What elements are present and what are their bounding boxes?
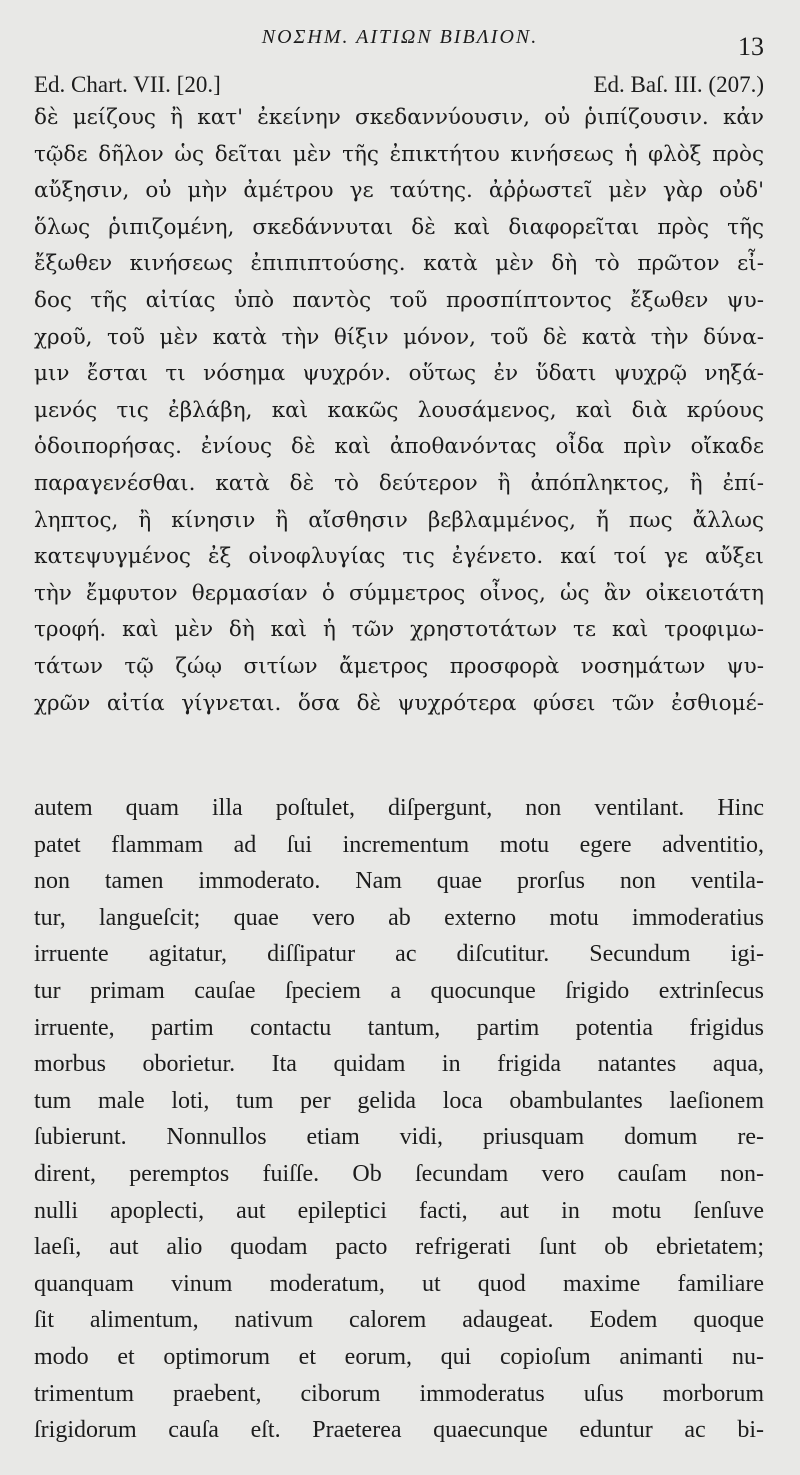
- greek-line: ὅλως ῥιπιζομένη, σκεδάννυται δὲ καὶ διαφορεῖται πρὸς τῆς: [34, 214, 764, 240]
- greek-line: κατεψυγμένος ἐξ οἰνοφλυγίας τις ἐγένετο. καί τοί γε αὔξει: [34, 544, 764, 570]
- latin-line: tur primam cauſae ſpeciem a quocunque ſrigido extrinſecus: [34, 977, 764, 1004]
- latin-line: ſubierunt. Nonnullos etiam vidi, priusquam domum re-: [34, 1124, 764, 1151]
- greek-line: τὴν ἔμφυτον θερμασίαν ὁ σύμμετρος οἶνος, ὡς ἂν οἰκειοτάτη: [34, 580, 764, 606]
- greek-line: μιν ἔσται τι νόσημα ψυχρόν. οὕτως ἐν ὕδατι ψυχρῷ νηξά-: [34, 361, 764, 387]
- latin-line: irruente, partim contactu tantum, partim potentia frigidus: [34, 1014, 764, 1041]
- latin-line: morbus oborietur. Ita quidam in frigida natantes aqua,: [34, 1051, 764, 1078]
- latin-line: quanquam vinum moderatum, ut quod maxime familiare: [34, 1270, 764, 1297]
- latin-line: dirent, peremptos fuiſſe. Ob ſecundam vero cauſam non-: [34, 1160, 764, 1187]
- latin-line: non tamen immoderato. Nam quae prorſus non ventila-: [34, 868, 764, 895]
- edition-right: Ed. Baſ. III. (207.): [593, 72, 764, 97]
- edition-line: [34, 72, 764, 102]
- greek-text-block: [34, 100, 764, 722]
- greek-line: ὁδοιπορήσας. ἐνίους δὲ καὶ ἀποθανόντας οἶδα πρὶν οἴκαδε: [34, 434, 764, 460]
- greek-line: δος τῆς αἰτίας ὑπὸ παντὸς τοῦ προσπίπτοντος ἔξωθεν ψυ-: [34, 287, 764, 313]
- greek-line: τῷδε δῆλον ὡς δεῖται μὲν τῆς ἐπικτήτου κινήσεως ἡ φλὸξ πρὸς: [34, 141, 764, 167]
- greek-line: χρῶν αἰτία γίγνεται. ὅσα δὲ ψυχρότερα φύσει τῶν ἐσθιομέ-: [34, 690, 764, 716]
- latin-line: trimentum praebent, ciborum immoderatus uſus morborum: [34, 1380, 764, 1407]
- latin-line: irruente agitatur, diſſipatur ac diſcutitur. Secundum igi-: [34, 941, 764, 968]
- latin-line: tur, langueſcit; quae vero ab externo motu immoderatius: [34, 904, 764, 931]
- greek-line: παραγενέσθαι. κατὰ δὲ τὸ δεύτερον ἢ ἀπόπληκτος, ἢ ἐπί-: [34, 470, 764, 496]
- latin-line: ſrigidorum cauſa eſt. Praeterea quaecunque eduntur ac bi-: [34, 1417, 764, 1444]
- latin-line: tum male loti, tum per gelida loca obambulantes laeſionem: [34, 1087, 764, 1114]
- greek-line: τροφή. καὶ μὲν δὴ καὶ ἡ τῶν χρηστοτάτων τε καὶ τροφιμω-: [34, 617, 764, 643]
- latin-line: laeſi, aut alio quodam pacto refrigerati ſunt ob ebrietatem;: [34, 1234, 764, 1261]
- greek-line: ληπτος, ἢ κίνησιν ἢ αἴσθησιν βεβλαμμένος, ἤ πως ἄλλως: [34, 507, 764, 533]
- running-head: ΝΟΣΗΜ. ΑΙΤΙΩΝ ΒΙΒΛΙΟΝ.: [261, 26, 539, 48]
- latin-text-block: [34, 790, 764, 1449]
- greek-line: αὔξησιν, οὐ μὴν ἀμέτρου γε ταύτης. ἀῤῥωστεῖ μὲν γὰρ οὐδ': [34, 178, 764, 204]
- latin-line: ſit alimentum, nativum calorem adaugeat. Eodem quoque: [34, 1307, 764, 1334]
- page-number: 13: [738, 32, 764, 61]
- greek-line: χροῦ, τοῦ μὲν κατὰ τὴν θίξιν μόνον, τοῦ δὲ κατὰ τὴν δύνα-: [34, 324, 764, 350]
- latin-line: patet flammam ad ſui incrementum motu egere adventitio,: [34, 831, 764, 858]
- latin-line: nulli apoplecti, aut epileptici facti, aut in motu ſenſuve: [34, 1197, 764, 1224]
- edition-left: Ed. Chart. VII. [20.]: [34, 72, 221, 97]
- greek-line: ἔξωθεν κινήσεως ἐπιπιπτούσης. κατὰ μὲν δὴ τὸ πρῶτον εἶ-: [34, 251, 764, 277]
- greek-line: μενός τις ἐβλάβη, καὶ κακῶς λουσάμενος, καὶ διὰ κρύους: [34, 397, 764, 423]
- latin-line: autem quam illa poſtulet, diſpergunt, non ventilant. Hinc: [34, 795, 764, 821]
- latin-line: modo et optimorum et eorum, qui copioſum animanti nu-: [34, 1343, 764, 1370]
- greek-line: τάτων τῷ ζώῳ σιτίων ἄμετρος προσφορὰ νοσημάτων ψυ-: [34, 653, 764, 679]
- greek-line: δὲ μείζους ἢ κατ' ἐκείνην σκεδαννύουσιν, οὐ ῥιπίζουσιν. κἀν: [34, 105, 764, 130]
